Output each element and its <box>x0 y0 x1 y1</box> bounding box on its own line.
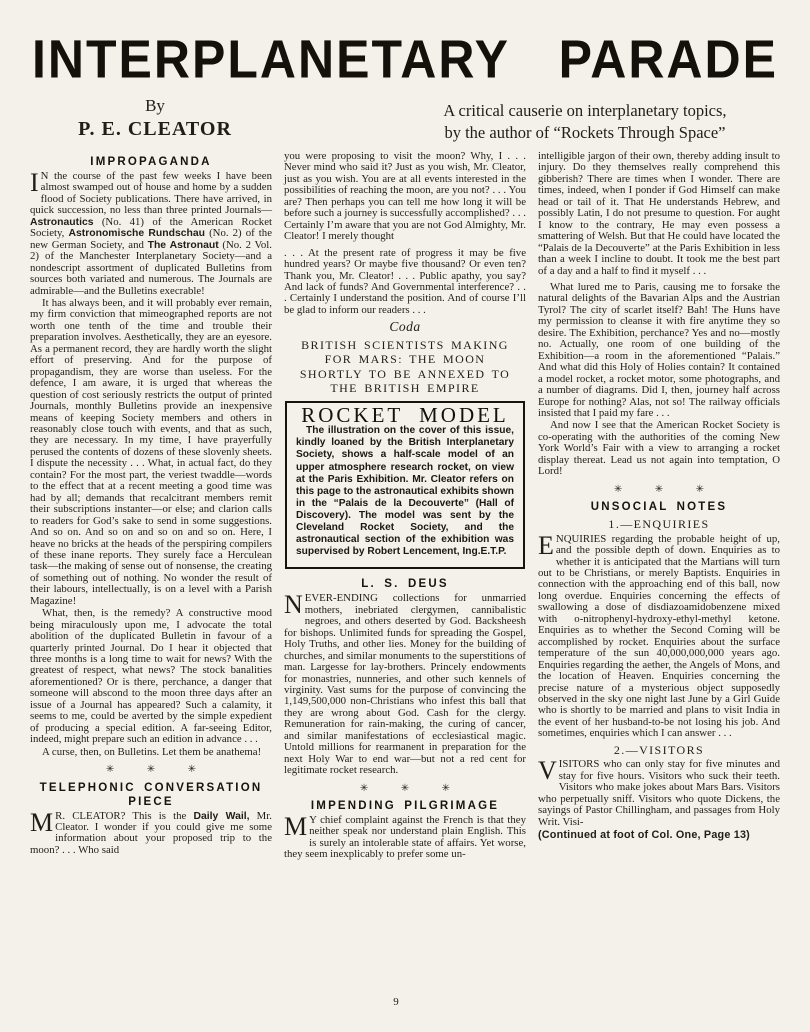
text-run: (No. 2) of the new German Society, and <box>30 227 273 251</box>
column-3 <box>538 150 780 861</box>
text-run: What lured me to Paris, causing me to forsake the natural delights of the Bavarian Alps and the Austrian Tyrol? The city of scarlet itself? Bah! The Huns have my permission to cleanse it with fire anytime they so desire. The Exhibition, perchance? Yes and no—mostly no. Actually, one room of one building of the Exhibition—a room in the aforementioned “Palais.” And what did this Holy of Holies contain? It contained a model rocket, a rocket motor, some photographs, and a number of diagrams. Did I, then, journey half across Europe for nothing? Alas, not so! The railway officials insisted that I paid my fare . . . <box>538 280 780 419</box>
text-run: NQUIRIES regarding the probable height of up, and the possible depth of down. Enquiries as to whether it is anticipated that the Martians will turn out to be Christians, or merely Baptists. Enquiries in connection with the approaching end of this ball, now long overdue. Enquiries concerning the effects of swallowing a dose of disdiazoamidobenzene mixed with o-nitrophenyl-hydroxy-ethyl-methyl ketone. Enquiries as to whether the Second Coming will be accomplished by rocket. Enquiries about the surface temperature of the sun 40,000,000,000 years ago. Enquiries regarding the aether, the Angels of Mons, and the location of Heaven. Enquiries concerning the precise nature of a mysterious object supposedly observed in the sky one night last June by a Girl Guide who is shortly to be married and plans to visit India in the event of her husband-to-be not losing his job. And sometimes, enquiries which I can answer . . . <box>538 532 780 740</box>
stars-separator: ✳ ✳ ✳ <box>359 782 451 794</box>
column-1 <box>30 150 272 861</box>
byline-by: By <box>145 96 165 115</box>
stars-separator: ✳ ✳ ✳ <box>613 483 705 495</box>
paragraph <box>284 248 526 317</box>
section-heading: UNSOCIAL NOTES <box>590 501 728 514</box>
paragraph <box>538 282 780 419</box>
bold-text-run: Astronautics <box>30 216 94 228</box>
text-run: And now I see that the American Rocket Society is co-operating with the authorities of the coming New York World’s Fair with a view to arranging a rocket display thereat. Lead us not again into temptation, O Lord! <box>538 419 780 478</box>
bold-text-run: Astronomische Rundschau <box>68 228 205 240</box>
paragraph <box>284 812 526 861</box>
bold-text-run: The Astronaut <box>147 239 219 251</box>
text-run: you were proposing to visit the moon? Why, I . . . Never mind who said it? Just as you wish, Mr. Cleator, just as you wish. You are at all events interested in the possibilities of reaching the moon, are you not? . . . You are? Then perhaps you can tell me how long it will be before such a journey is successfully accomplished? . . . Certainly I’m aware that you are not God Almighty, Mr. Cleator! I merely thought <box>284 150 526 243</box>
bold-text-run: Daily Wail, <box>193 810 250 822</box>
columns <box>30 150 780 861</box>
dropcap-letter: M <box>284 812 308 842</box>
section-subheading: 2.—VISITORS <box>613 742 705 757</box>
page-number: 9 <box>393 996 399 1008</box>
text-run: N the course of the past few weeks I have been almost swamped out of house and home by a sudden flood of Society publications. There have arrived, in quick succession, no less than three printed Journals— <box>30 170 272 217</box>
section-subheading: BRITISH SCIENTISTS MAKING FOR MARS: THE MOON SHORTLY TO BE ANNEXED TO THE BRITISH EMPIRE <box>299 337 511 396</box>
paragraph <box>30 747 272 758</box>
section-subheading: Coda <box>389 319 421 335</box>
paragraph <box>284 151 526 243</box>
paragraph <box>30 608 272 745</box>
text-run: It has always been, and it will probably ever remain, my firm conviction that mimeographed reports are not worth one tenth of the time and trouble their preparation involves. Aesthetically, they are an eyesore. As a permanent record, they are hardly worth the slight effort of preserving. And for the purpose of propagandism, they are worse than useless. For the defence, I am aware, it is urged that whereas the question of cost seriously restricts the output of printed Journals, monthly Bulletins provide an inexpensive means of keeping Society members and others in reasonably close touch with events, and that as such, they are necessary. In my time, I have prayerfully perused the contents of dozens of these slovenly sheets. I dispute the necessity . . . What, in actual fact, do they contain? For the most part, the veriest twaddle—words to the effect that at a recent meeting a good time was had by all; demands that recalcitrant members remit their subscriptions instanter—or else; and clarion calls to readers for God’s sake to send in some suggestions. And so on. And so on and so on and so on. Here, I heave no bricks at the heads of the perspiring compilers of these inane reports. They surely face a Herculean task—the making of sense out of nonsense, the creating of something out of nothing. No wonder the result of their labours, intellectually, is on a level with a Parish Magazine! <box>30 296 272 607</box>
text-run: (No. 41) of the American Rocket Society, <box>30 215 272 240</box>
title-word-left: INTERPLANETARY <box>32 29 510 90</box>
box-title: ROCKET MODEL <box>301 402 509 427</box>
subtitle <box>390 96 780 144</box>
text-run: A curse, then, on Bulletins. Let them be anathema! <box>42 745 262 758</box>
text-run: ISITORS who can only stay for five minutes and stay for five hours. Visitors who suck their teeth. Visitors who make jokes about Mars Bars. Visitors who perpetually sniff. Visitors who quote Dickens, the sayings of Pastor Chillingham, and passages from Holy Writ. Visi- <box>538 758 780 828</box>
paragraph <box>538 420 780 477</box>
column-2 <box>284 150 526 861</box>
byline <box>30 96 260 144</box>
text-run: Mr. Cleator. I wonder if you could give me some information about your proposed trip to the moon? . . . Who said <box>30 809 272 856</box>
text-run: EVER-ENDING collections for unmarried mothers, inebriated clergymen, cannibalistic negroes, and others deserted by God. Backsheesh for bishops. Unlimited funds for spreading the Gospel, Holy Truths, and other lies. Money for the building of churches, and similar monuments to the superstitions of man. Largesse for lay-brothers. Princely endowments for monastries, nunneries, and other such kennels of virginity. Vast sums for the purpose of convincing the 1,149,500,000 non-Christians who infest this ball that they are wrong about God. Cash for the clergy. Remuneration for rain-making, the curing of cancer, and similar manifestations of ecclesiastical magic. Untold millions for rearmanent in preparation for the next Holy War to end war—but not a red cent for legitimate rocket research. <box>284 592 526 777</box>
dropcap-letter: I <box>30 168 39 197</box>
paragraph <box>30 807 272 857</box>
paragraph <box>30 168 273 297</box>
paragraph <box>538 151 780 277</box>
text-run: . . . At the present rate of progress it may be five hundred years? Or maybe five thousand? Or even ten? Thank you, Mr. Cleator! . . . Public apathy, you say? And lack of funds? And Governmental interference? . . . Certainly I understand the position. And of course I’ll be glad to inform our readers . . . <box>284 246 526 316</box>
rocket-model-box <box>285 401 525 569</box>
section-heading: IMPENDING PILGRIMAGE <box>310 800 500 813</box>
text-run: What, then, is the remedy? A constructive mood being miraculously upon me, I advocate the total abolition of the duplicated Bulletin in favour of a quarterly printed Journal. Do I hear it objected that three months is a long time to wait for news? With the greatest of respect, what news? The stock banalities aforementioned? Or is there, perchance, a danger that someone will abscond to the moon three days after an issue of a Journal has appeared? Such a calamity, it seems to me, could be averted by the simple expedient of producing a special edition. A far-seeing Editor, indeed, might prepare such an edition in advance . . . <box>30 607 272 746</box>
dropcap-letter: V <box>538 756 557 786</box>
dropcap-letter: N <box>284 590 303 620</box>
box-body: The illustration on the cover of this issue, kindly loaned by the British Interplanetary Society, shows a half-scale model of an upper atmosphere research rocket, on view at the Paris Exhibition. Mr. Cleator refers on this page to the astronautical exhibits shown in the “Palais de la Decouverte” (Hall of Discovery). The model was sent by the Cleveland Rocket Society, and the astronautical section of the exhibition was supervised by Robert Lencement, Ing.E.T.P. <box>296 425 514 558</box>
continued-note: (Continued at foot of Col. One, Page 13) <box>538 829 750 842</box>
paragraph <box>538 530 780 740</box>
title-word-right: PARADE <box>558 29 778 90</box>
section-heading: IMPROPAGANDA <box>90 156 212 168</box>
byline-row <box>30 96 780 144</box>
section-heading: TELEPHONIC CONVERSATION PIECE <box>39 781 263 808</box>
paragraph <box>30 298 272 607</box>
byline-author: P. E. CLEATOR <box>78 118 232 140</box>
text-run: intelligible jargon of their own, thereby adding insult to injury. Do they themselves really comprehend this gibberish? There are times when I wonder. There are times, indeed, when I ponder if God Himself can make head or tail of it. That He understands Hebrew, and possibly Latin, I do not presume to question. For aught I know to the contrary, He may even possess a smattering of Welsh. But that He could have located the “Palais de la Decouverte” at the Paris Exhibition in less than a week I incline to doubt. It took me the best part of a day and a half to find it myself . . . <box>538 150 780 277</box>
subtitle-line-2: by the author of “Rockets Through Space” <box>444 123 726 142</box>
text-run: (No. 2 Vol. 2) of the Manchester Interplanetary Society—and a nondescript assortment of duplicated Bulletins from sources both variated and numerous. The Journals are admirable—and the Bulletins execrable! <box>30 238 272 297</box>
paragraph <box>538 756 780 828</box>
section-subheading: 1.—ENQUIRIES <box>608 517 710 532</box>
text-run: R. CLEATOR? This is the <box>55 809 194 822</box>
paragraph <box>284 590 526 777</box>
subtitle-line-1: A critical causerie on interplanetary topics, <box>443 101 727 120</box>
text-run: Y chief complaint against the French is that they neither speak nor understand plain English. This is surely an intolerable state of affairs. Yet worse, they seem inexplicably to prefer some un- <box>284 814 526 861</box>
dropcap-letter: E <box>538 530 554 560</box>
dropcap-letter: M <box>30 807 54 837</box>
stars-separator: ✳ ✳ ✳ <box>105 764 197 776</box>
section-heading: L. S. DEUS <box>361 578 449 591</box>
page-title <box>32 28 778 91</box>
